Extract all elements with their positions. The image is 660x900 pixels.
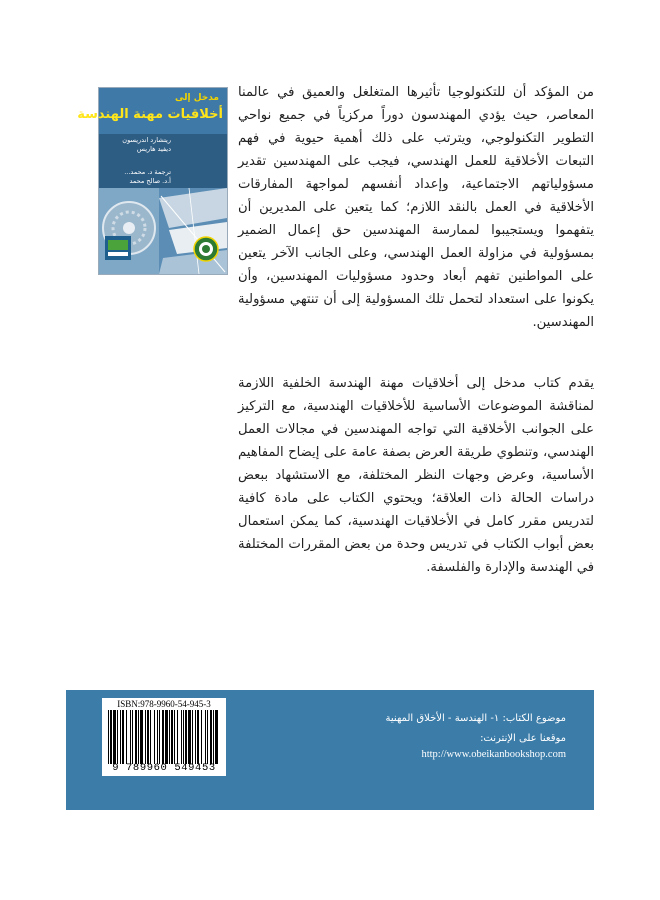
barcode-bar [185, 710, 187, 764]
cover-translator-1: ترجمة د. محمد... [124, 168, 171, 176]
university-seal-icon [193, 236, 219, 262]
website-label: موقعنا على الإنترنت: [480, 733, 566, 744]
barcode-bar [157, 710, 158, 764]
barcode-bar [195, 710, 196, 764]
isbn-label: ISBN:978-9960-54-945-3 [117, 699, 211, 709]
cover-author-2: ديفيد هاريس [136, 145, 171, 153]
barcode-panel [102, 698, 226, 776]
barcode-bar [183, 710, 184, 764]
barcode-bar [117, 710, 118, 764]
barcode-bar [145, 710, 146, 764]
barcode-bar [162, 710, 164, 764]
barcode-bar [147, 710, 149, 764]
subject-line: موضوع الكتاب: ١- الهندسة - الأخلاق المهنية [385, 713, 566, 724]
barcode-bar [130, 710, 131, 764]
barcode-bar [150, 710, 151, 764]
barcode-bar [138, 710, 139, 764]
barcode-bar [174, 710, 175, 764]
cover-translator-2: أ.د. صالح محمد [129, 177, 171, 185]
barcode-bar [177, 710, 178, 764]
barcode-bar [213, 710, 214, 764]
barcode-bar [188, 710, 191, 764]
barcode-bar [154, 710, 155, 764]
barcode-bar [159, 710, 160, 764]
cover-authors-bottom [109, 168, 171, 186]
barcode-bar [132, 710, 133, 764]
book-cover-thumbnail [77, 88, 227, 274]
publisher-logo-icon [105, 236, 131, 260]
barcode-bar [126, 710, 127, 764]
cover-author-1: ريتشارد اندريسون [122, 136, 171, 144]
barcode-bar [122, 710, 124, 764]
barcode-bar [207, 710, 208, 764]
barcode-bar [165, 710, 168, 764]
barcode-bar [197, 710, 199, 764]
barcode-bar [113, 710, 116, 764]
barcode-bar [181, 710, 182, 764]
barcode-bar [171, 710, 173, 764]
barcode-bar [205, 710, 206, 764]
barcode-digits: 9 789960 549453 [112, 762, 216, 774]
barcode-bar [108, 710, 109, 764]
barcode-bar [210, 710, 212, 764]
barcode-bar [135, 710, 137, 764]
description-paragraph-2: يقدم كتاب مدخل إلى أخلاقيات مهنة الهندسة الخلفية اللازمة لمناقشة الموضوعات الأساسية للأخلاقيات الهندسية، مع التركيز على الجوانب الأخلاقية التي تواجه المهندسين في مجالات العمل الهندسي، وتنطوي طريقة العرض بصفة عامة على إيضاح المفاهيم الأساسية، وعرض وجهات النظر المختلفة، مع الاستشهاد ببعض دراسات الحالة ذات العلاقة؛ ويحتوي الكتاب على مادة كافية لتدريس مقرر كامل في الأخلاقيات الهندسية، كما يمكن استعمال بعض أبواب الكتاب في تدريس وحدة من بعض المقررات المختلفة في الهندسة والإدارة والفلسفة. [238, 376, 594, 575]
barcode-bar [201, 710, 202, 764]
barcode-bar [192, 710, 193, 764]
barcode-bar [120, 710, 121, 764]
barcode-bar [215, 710, 218, 764]
description-paragraph-1: من المؤكد أن للتكنولوجيا تأثيرها المتغلغل والعميق في عالمنا المعاصر، حيث يؤدي المهندسون دوراً مركزياً في جميع نواحي التطوير التكنولوجي، ويترتب على ذلك أهمية حيوية في فهم التبعات الأخلاقية للعمل الهندسي، فيجب على المهندسين تقدير مسؤولياتهم الاجتماعية، وإعداد أنفسهم لمواجهة المفارقات الأخلاقية في العمل بالنقد اللازم؛ كما يتعين على المديرين أن يتفهموا ويستجيبوا لممارسة المهندسين حق إعمال الضمير بمسؤولية في مزاولة العمل الهندسي، وعلى الجانب الآخر يتعين على المواطنين تفهم أبعاد وحدود مسؤوليات المهندسين، وأن يكونوا على استعداد لتحمل تلك المسؤولية إلى أن تنتهي مسؤولية المهندسين. [238, 85, 594, 330]
barcode-bar [110, 710, 112, 764]
barcode-icon [106, 710, 222, 764]
barcode-bar [169, 710, 170, 764]
cover-kicker: مدخل إلى [175, 93, 219, 103]
barcode-bar [140, 710, 143, 764]
cover-title: أخلاقيات مهنة الهندسة [77, 107, 223, 122]
website-link[interactable]: http://www.obeikanbookshop.com [421, 749, 566, 760]
cover-authors-top [109, 136, 171, 154]
